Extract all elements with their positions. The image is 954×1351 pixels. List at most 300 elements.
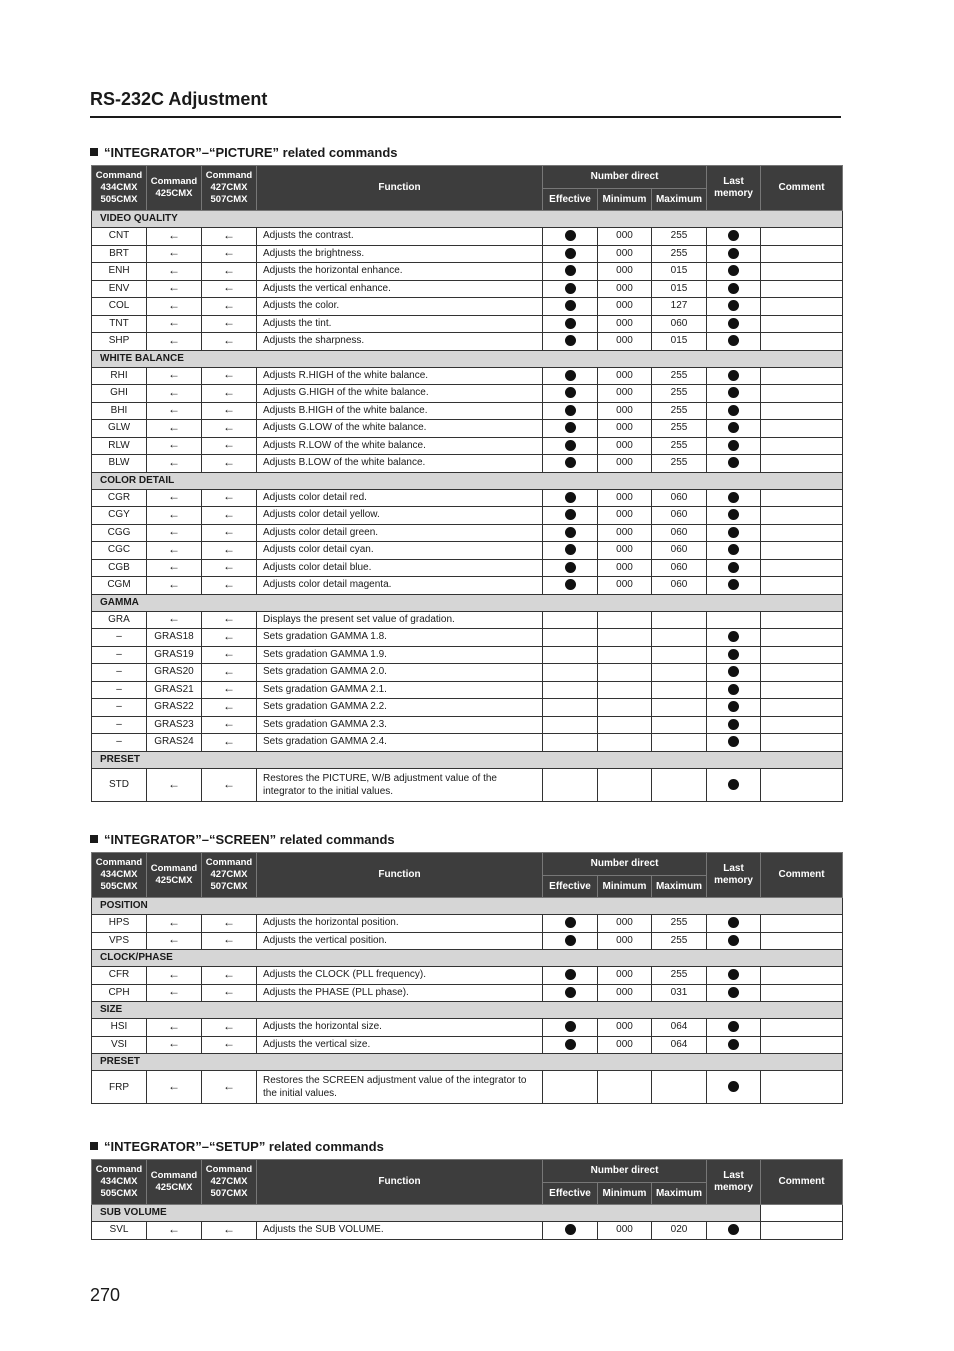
left-arrow-icon: ← bbox=[223, 245, 235, 260]
command-code: COL bbox=[108, 300, 130, 312]
header-line: 427CMX bbox=[210, 869, 248, 880]
maximum-cell bbox=[652, 611, 707, 629]
function-cell: Restores the SCREEN adjustment value of the integrator to the initial values. bbox=[257, 1071, 543, 1104]
header-command-434cmx bbox=[92, 1160, 147, 1205]
effective-cell bbox=[543, 420, 598, 438]
function-cell: Adjusts B.LOW of the white balance. bbox=[257, 455, 543, 473]
minimum-cell bbox=[598, 681, 652, 699]
function-cell: Adjusts the horizontal enhance. bbox=[257, 263, 543, 281]
table-row bbox=[92, 699, 843, 717]
picture-commands-table bbox=[91, 165, 843, 802]
command-code: TNT bbox=[109, 317, 129, 329]
function-cell: Adjusts the horizontal position. bbox=[257, 915, 543, 933]
command-434cmx-cell bbox=[92, 437, 147, 455]
minimum-cell bbox=[598, 734, 652, 752]
header-line: Command bbox=[205, 170, 253, 181]
command-434cmx-cell bbox=[92, 1019, 147, 1037]
filled-circle-icon bbox=[728, 736, 739, 747]
effective-cell bbox=[543, 1222, 598, 1240]
group-row bbox=[92, 350, 843, 367]
last-memory-cell bbox=[707, 1019, 761, 1037]
last-memory-cell bbox=[707, 367, 761, 385]
header-line: 507CMX bbox=[210, 194, 248, 205]
filled-circle-icon bbox=[565, 1039, 576, 1050]
filled-circle-icon bbox=[728, 509, 739, 520]
function-cell: Sets gradation GAMMA 2.3. bbox=[257, 716, 543, 734]
function-cell: Adjusts the vertical size. bbox=[257, 1036, 543, 1054]
table-row bbox=[92, 1019, 843, 1037]
maximum-cell: 255 bbox=[652, 915, 707, 933]
left-arrow-icon: ← bbox=[168, 932, 180, 947]
command-427cmx-cell bbox=[202, 559, 257, 577]
last-memory-cell bbox=[707, 716, 761, 734]
command-427cmx-cell bbox=[202, 734, 257, 752]
command-427cmx-cell bbox=[202, 402, 257, 420]
command-425cmx-cell bbox=[147, 245, 202, 263]
last-memory-cell bbox=[707, 228, 761, 246]
effective-cell bbox=[543, 611, 598, 629]
command-427cmx-cell bbox=[202, 367, 257, 385]
maximum-cell: 255 bbox=[652, 437, 707, 455]
left-arrow-icon: ← bbox=[168, 437, 180, 452]
comment-cell bbox=[761, 542, 843, 560]
command-434cmx-cell bbox=[92, 699, 147, 717]
header-line: Command bbox=[95, 857, 143, 868]
function-cell: Sets gradation GAMMA 1.9. bbox=[257, 646, 543, 664]
effective-cell bbox=[543, 664, 598, 682]
left-arrow-icon: ← bbox=[168, 402, 180, 417]
command-code: – bbox=[116, 631, 122, 643]
comment-cell bbox=[761, 420, 843, 438]
command-425cmx-cell bbox=[147, 1071, 202, 1104]
filled-circle-icon bbox=[565, 544, 576, 555]
table-row bbox=[92, 915, 843, 933]
function-cell: Sets gradation GAMMA 2.0. bbox=[257, 664, 543, 682]
command-427cmx-cell bbox=[202, 1019, 257, 1037]
last-memory-cell bbox=[707, 664, 761, 682]
command-code: FRP bbox=[109, 1081, 129, 1093]
command-425cmx-cell bbox=[147, 455, 202, 473]
command-434cmx-cell bbox=[92, 280, 147, 298]
command-code: – bbox=[116, 718, 122, 730]
filled-circle-icon bbox=[565, 422, 576, 433]
header-last-memory bbox=[707, 853, 761, 898]
effective-cell bbox=[543, 699, 598, 717]
table-row bbox=[92, 967, 843, 985]
comment-cell bbox=[761, 263, 843, 281]
filled-circle-icon bbox=[728, 370, 739, 381]
function-cell: Adjusts the CLOCK (PLL frequency). bbox=[257, 967, 543, 985]
minimum-cell: 000 bbox=[598, 967, 652, 985]
command-425cmx-cell bbox=[147, 915, 202, 933]
table-row bbox=[92, 716, 843, 734]
command-434cmx-cell bbox=[92, 245, 147, 263]
command-434cmx-cell bbox=[92, 455, 147, 473]
left-arrow-icon: ← bbox=[168, 506, 180, 521]
effective-cell bbox=[543, 768, 598, 801]
group-label: SIZE bbox=[92, 1002, 843, 1019]
table-row bbox=[92, 984, 843, 1002]
command-427cmx-cell bbox=[202, 385, 257, 403]
command-code: GRAS21 bbox=[154, 683, 194, 695]
last-memory-cell bbox=[707, 245, 761, 263]
left-arrow-icon: ← bbox=[223, 776, 235, 791]
function-cell: Adjusts color detail blue. bbox=[257, 559, 543, 577]
group-label: COLOR DETAIL bbox=[92, 472, 843, 489]
last-memory-cell bbox=[707, 315, 761, 333]
left-arrow-icon: ← bbox=[168, 315, 180, 330]
command-427cmx-cell bbox=[202, 298, 257, 316]
comment-cell bbox=[761, 1036, 843, 1054]
left-arrow-icon: ← bbox=[168, 1079, 180, 1093]
command-434cmx-cell bbox=[92, 629, 147, 647]
header-last-memory bbox=[707, 1160, 761, 1205]
filled-circle-icon bbox=[565, 1224, 576, 1235]
comment-cell bbox=[761, 1071, 843, 1104]
left-arrow-icon: ← bbox=[168, 245, 180, 260]
command-427cmx-cell bbox=[202, 716, 257, 734]
filled-circle-icon bbox=[565, 562, 576, 573]
header-line: 507CMX bbox=[210, 1188, 248, 1199]
command-434cmx-cell bbox=[92, 524, 147, 542]
comment-cell bbox=[761, 629, 843, 647]
minimum-cell: 000 bbox=[598, 542, 652, 560]
command-434cmx-cell bbox=[92, 298, 147, 316]
command-434cmx-cell bbox=[92, 768, 147, 801]
command-427cmx-cell bbox=[202, 629, 257, 647]
left-arrow-icon: ← bbox=[168, 541, 180, 556]
header-line: 427CMX bbox=[210, 1176, 248, 1187]
filled-circle-icon bbox=[565, 457, 576, 468]
header-number-direct: Number direct bbox=[543, 1160, 707, 1183]
left-arrow-icon: ← bbox=[168, 1221, 180, 1236]
filled-circle-icon bbox=[728, 457, 739, 468]
function-cell: Adjusts color detail red. bbox=[257, 489, 543, 507]
left-arrow-icon: ← bbox=[223, 663, 235, 678]
command-434cmx-cell bbox=[92, 228, 147, 246]
header-comment: Comment bbox=[761, 853, 843, 898]
maximum-cell: 060 bbox=[652, 489, 707, 507]
command-425cmx-cell bbox=[147, 280, 202, 298]
left-arrow-icon: ← bbox=[223, 966, 235, 981]
last-memory-cell bbox=[707, 577, 761, 595]
left-arrow-icon: ← bbox=[223, 524, 235, 539]
command-425cmx-cell bbox=[147, 664, 202, 682]
effective-cell bbox=[543, 629, 598, 647]
command-425cmx-cell bbox=[147, 315, 202, 333]
comment-cell bbox=[761, 507, 843, 525]
square-bullet-icon bbox=[90, 148, 98, 156]
command-427cmx-cell bbox=[202, 1071, 257, 1104]
command-code: GRAS22 bbox=[154, 701, 194, 713]
header-function: Function bbox=[257, 1160, 543, 1205]
group-row bbox=[92, 1054, 843, 1071]
filled-circle-icon bbox=[728, 562, 739, 573]
section-heading-setup bbox=[90, 1139, 384, 1155]
left-arrow-icon: ← bbox=[168, 984, 180, 999]
left-arrow-icon: ← bbox=[168, 367, 180, 382]
effective-cell bbox=[543, 402, 598, 420]
left-arrow-icon: ← bbox=[223, 454, 235, 469]
comment-cell bbox=[761, 559, 843, 577]
table-row bbox=[92, 577, 843, 595]
screen-commands-table bbox=[91, 852, 843, 1104]
maximum-cell: 255 bbox=[652, 420, 707, 438]
section-heading-text: “INTEGRATOR”–“PICTURE” related commands bbox=[104, 145, 398, 160]
last-memory-cell bbox=[707, 984, 761, 1002]
filled-circle-icon bbox=[565, 917, 576, 928]
function-cell: Adjusts R.HIGH of the white balance. bbox=[257, 367, 543, 385]
effective-cell bbox=[543, 298, 598, 316]
function-cell: Adjusts the color. bbox=[257, 298, 543, 316]
maximum-cell bbox=[652, 681, 707, 699]
command-427cmx-cell bbox=[202, 437, 257, 455]
filled-circle-icon bbox=[565, 265, 576, 276]
header-command-425cmx bbox=[147, 166, 202, 211]
last-memory-cell bbox=[707, 333, 761, 351]
left-arrow-icon: ← bbox=[223, 262, 235, 277]
header-line: Last bbox=[723, 863, 744, 874]
table-row bbox=[92, 489, 843, 507]
table-row bbox=[92, 263, 843, 281]
effective-cell bbox=[543, 507, 598, 525]
filled-circle-icon bbox=[565, 935, 576, 946]
command-425cmx-cell bbox=[147, 420, 202, 438]
left-arrow-icon: ← bbox=[223, 384, 235, 399]
command-425cmx-cell bbox=[147, 333, 202, 351]
maximum-cell: 255 bbox=[652, 455, 707, 473]
filled-circle-icon bbox=[565, 527, 576, 538]
command-434cmx-cell bbox=[92, 664, 147, 682]
function-cell: Adjusts the vertical position. bbox=[257, 932, 543, 950]
header-command-425cmx bbox=[147, 853, 202, 898]
function-cell: Adjusts color detail green. bbox=[257, 524, 543, 542]
header-line: Command bbox=[150, 1170, 198, 1181]
last-memory-cell bbox=[707, 1036, 761, 1054]
table-row bbox=[92, 437, 843, 455]
command-425cmx-cell bbox=[147, 228, 202, 246]
command-427cmx-cell bbox=[202, 245, 257, 263]
table-row bbox=[92, 542, 843, 560]
last-memory-cell bbox=[707, 967, 761, 985]
command-427cmx-cell bbox=[202, 280, 257, 298]
left-arrow-icon: ← bbox=[168, 227, 180, 242]
table-row bbox=[92, 559, 843, 577]
minimum-cell bbox=[598, 768, 652, 801]
command-434cmx-cell bbox=[92, 577, 147, 595]
table-row bbox=[92, 420, 843, 438]
left-arrow-icon: ← bbox=[168, 611, 180, 626]
effective-cell bbox=[543, 734, 598, 752]
square-bullet-icon bbox=[90, 1142, 98, 1150]
last-memory-cell bbox=[707, 455, 761, 473]
last-memory-cell bbox=[707, 437, 761, 455]
command-code: – bbox=[116, 648, 122, 660]
effective-cell bbox=[543, 228, 598, 246]
table-row bbox=[92, 681, 843, 699]
comment-cell bbox=[761, 1222, 843, 1240]
maximum-cell: 255 bbox=[652, 402, 707, 420]
left-arrow-icon: ← bbox=[168, 262, 180, 277]
left-arrow-icon: ← bbox=[223, 733, 235, 748]
effective-cell bbox=[543, 437, 598, 455]
command-434cmx-cell bbox=[92, 402, 147, 420]
command-434cmx-cell bbox=[92, 1222, 147, 1240]
table-row bbox=[92, 228, 843, 246]
effective-cell bbox=[543, 455, 598, 473]
last-memory-cell bbox=[707, 263, 761, 281]
header-comment: Comment bbox=[761, 166, 843, 211]
filled-circle-icon bbox=[728, 248, 739, 259]
group-row bbox=[92, 1002, 843, 1019]
last-memory-cell bbox=[707, 646, 761, 664]
filled-circle-icon bbox=[565, 248, 576, 259]
command-427cmx-cell bbox=[202, 915, 257, 933]
minimum-cell: 000 bbox=[598, 402, 652, 420]
header-line: Command bbox=[150, 176, 198, 187]
left-arrow-icon: ← bbox=[223, 576, 235, 591]
group-row bbox=[92, 472, 843, 489]
function-cell: Adjusts the contrast. bbox=[257, 228, 543, 246]
left-arrow-icon: ← bbox=[168, 454, 180, 469]
header-minimum: Minimum bbox=[598, 876, 652, 898]
left-arrow-icon: ← bbox=[223, 227, 235, 242]
comment-cell bbox=[761, 967, 843, 985]
comment-cell bbox=[761, 524, 843, 542]
effective-cell bbox=[543, 646, 598, 664]
filled-circle-icon bbox=[565, 1021, 576, 1032]
command-427cmx-cell bbox=[202, 646, 257, 664]
command-code: GLW bbox=[107, 422, 131, 434]
command-434cmx-cell bbox=[92, 915, 147, 933]
command-code: HSI bbox=[110, 1021, 128, 1033]
filled-circle-icon bbox=[565, 969, 576, 980]
minimum-cell: 000 bbox=[598, 507, 652, 525]
effective-cell bbox=[543, 681, 598, 699]
group-label: SUB VOLUME bbox=[92, 1205, 761, 1222]
effective-cell bbox=[543, 315, 598, 333]
minimum-cell: 000 bbox=[598, 385, 652, 403]
command-427cmx-cell bbox=[202, 524, 257, 542]
section-heading-text: “INTEGRATOR”–“SCREEN” related commands bbox=[104, 832, 395, 847]
command-code: CPH bbox=[108, 986, 130, 998]
filled-circle-icon bbox=[728, 422, 739, 433]
minimum-cell bbox=[598, 664, 652, 682]
header-line: Command bbox=[95, 170, 143, 181]
header-line: 425CMX bbox=[155, 1182, 193, 1193]
maximum-cell bbox=[652, 1071, 707, 1104]
maximum-cell: 060 bbox=[652, 315, 707, 333]
command-434cmx-cell bbox=[92, 1071, 147, 1104]
filled-circle-icon bbox=[728, 701, 739, 712]
maximum-cell bbox=[652, 664, 707, 682]
table-row bbox=[92, 402, 843, 420]
left-arrow-icon: ← bbox=[223, 698, 235, 713]
maximum-cell: 064 bbox=[652, 1019, 707, 1037]
command-code: VSI bbox=[110, 1038, 128, 1050]
command-code: RLW bbox=[108, 439, 130, 451]
command-434cmx-cell bbox=[92, 646, 147, 664]
header-line: Last bbox=[723, 1170, 744, 1181]
function-cell: Adjusts the brightness. bbox=[257, 245, 543, 263]
comment-cell bbox=[761, 385, 843, 403]
table-row bbox=[92, 315, 843, 333]
filled-circle-icon bbox=[565, 230, 576, 241]
left-arrow-icon: ← bbox=[223, 437, 235, 452]
effective-cell bbox=[543, 984, 598, 1002]
header-line: memory bbox=[714, 1182, 753, 1193]
left-arrow-icon: ← bbox=[223, 367, 235, 382]
filled-circle-icon bbox=[565, 579, 576, 590]
minimum-cell: 000 bbox=[598, 1222, 652, 1240]
table-row bbox=[92, 768, 843, 801]
comment-cell bbox=[761, 455, 843, 473]
command-434cmx-cell bbox=[92, 984, 147, 1002]
command-code: CGC bbox=[107, 544, 131, 556]
filled-circle-icon bbox=[728, 492, 739, 503]
last-memory-cell bbox=[707, 1071, 761, 1104]
header-effective: Effective bbox=[543, 189, 598, 211]
maximum-cell: 127 bbox=[652, 298, 707, 316]
header-line: 505CMX bbox=[100, 881, 138, 892]
command-425cmx-cell bbox=[147, 681, 202, 699]
left-arrow-icon: ← bbox=[223, 280, 235, 295]
command-code: GRA bbox=[108, 613, 130, 625]
command-425cmx-cell bbox=[147, 263, 202, 281]
left-arrow-icon: ← bbox=[223, 1221, 235, 1236]
function-cell: Adjusts color detail yellow. bbox=[257, 507, 543, 525]
last-memory-cell bbox=[707, 768, 761, 801]
left-arrow-icon: ← bbox=[223, 559, 235, 574]
left-arrow-icon: ← bbox=[168, 559, 180, 574]
last-memory-cell bbox=[707, 611, 761, 629]
command-code: SVL bbox=[109, 1224, 129, 1236]
maximum-cell: 255 bbox=[652, 932, 707, 950]
filled-circle-icon bbox=[728, 987, 739, 998]
filled-circle-icon bbox=[728, 969, 739, 980]
command-code: BRT bbox=[109, 247, 129, 259]
filled-circle-icon bbox=[728, 1039, 739, 1050]
filled-circle-icon bbox=[728, 335, 739, 346]
effective-cell bbox=[543, 1019, 598, 1037]
filled-circle-icon bbox=[728, 935, 739, 946]
minimum-cell: 000 bbox=[598, 245, 652, 263]
effective-cell bbox=[543, 932, 598, 950]
header-maximum: Maximum bbox=[652, 876, 707, 898]
command-425cmx-cell bbox=[147, 734, 202, 752]
minimum-cell: 000 bbox=[598, 559, 652, 577]
last-memory-cell bbox=[707, 524, 761, 542]
header-effective: Effective bbox=[543, 1183, 598, 1205]
last-memory-cell bbox=[707, 542, 761, 560]
command-434cmx-cell bbox=[92, 716, 147, 734]
last-memory-cell bbox=[707, 699, 761, 717]
command-425cmx-cell bbox=[147, 507, 202, 525]
minimum-cell: 000 bbox=[598, 420, 652, 438]
header-comment: Comment bbox=[761, 1160, 843, 1205]
filled-circle-icon bbox=[565, 987, 576, 998]
command-425cmx-cell bbox=[147, 402, 202, 420]
left-arrow-icon: ← bbox=[168, 280, 180, 295]
minimum-cell: 000 bbox=[598, 228, 652, 246]
command-434cmx-cell bbox=[92, 385, 147, 403]
last-memory-cell bbox=[707, 1222, 761, 1240]
effective-cell bbox=[543, 385, 598, 403]
filled-circle-icon bbox=[565, 509, 576, 520]
header-number-direct: Number direct bbox=[543, 166, 707, 189]
filled-circle-icon bbox=[728, 544, 739, 555]
group-row bbox=[92, 594, 843, 611]
